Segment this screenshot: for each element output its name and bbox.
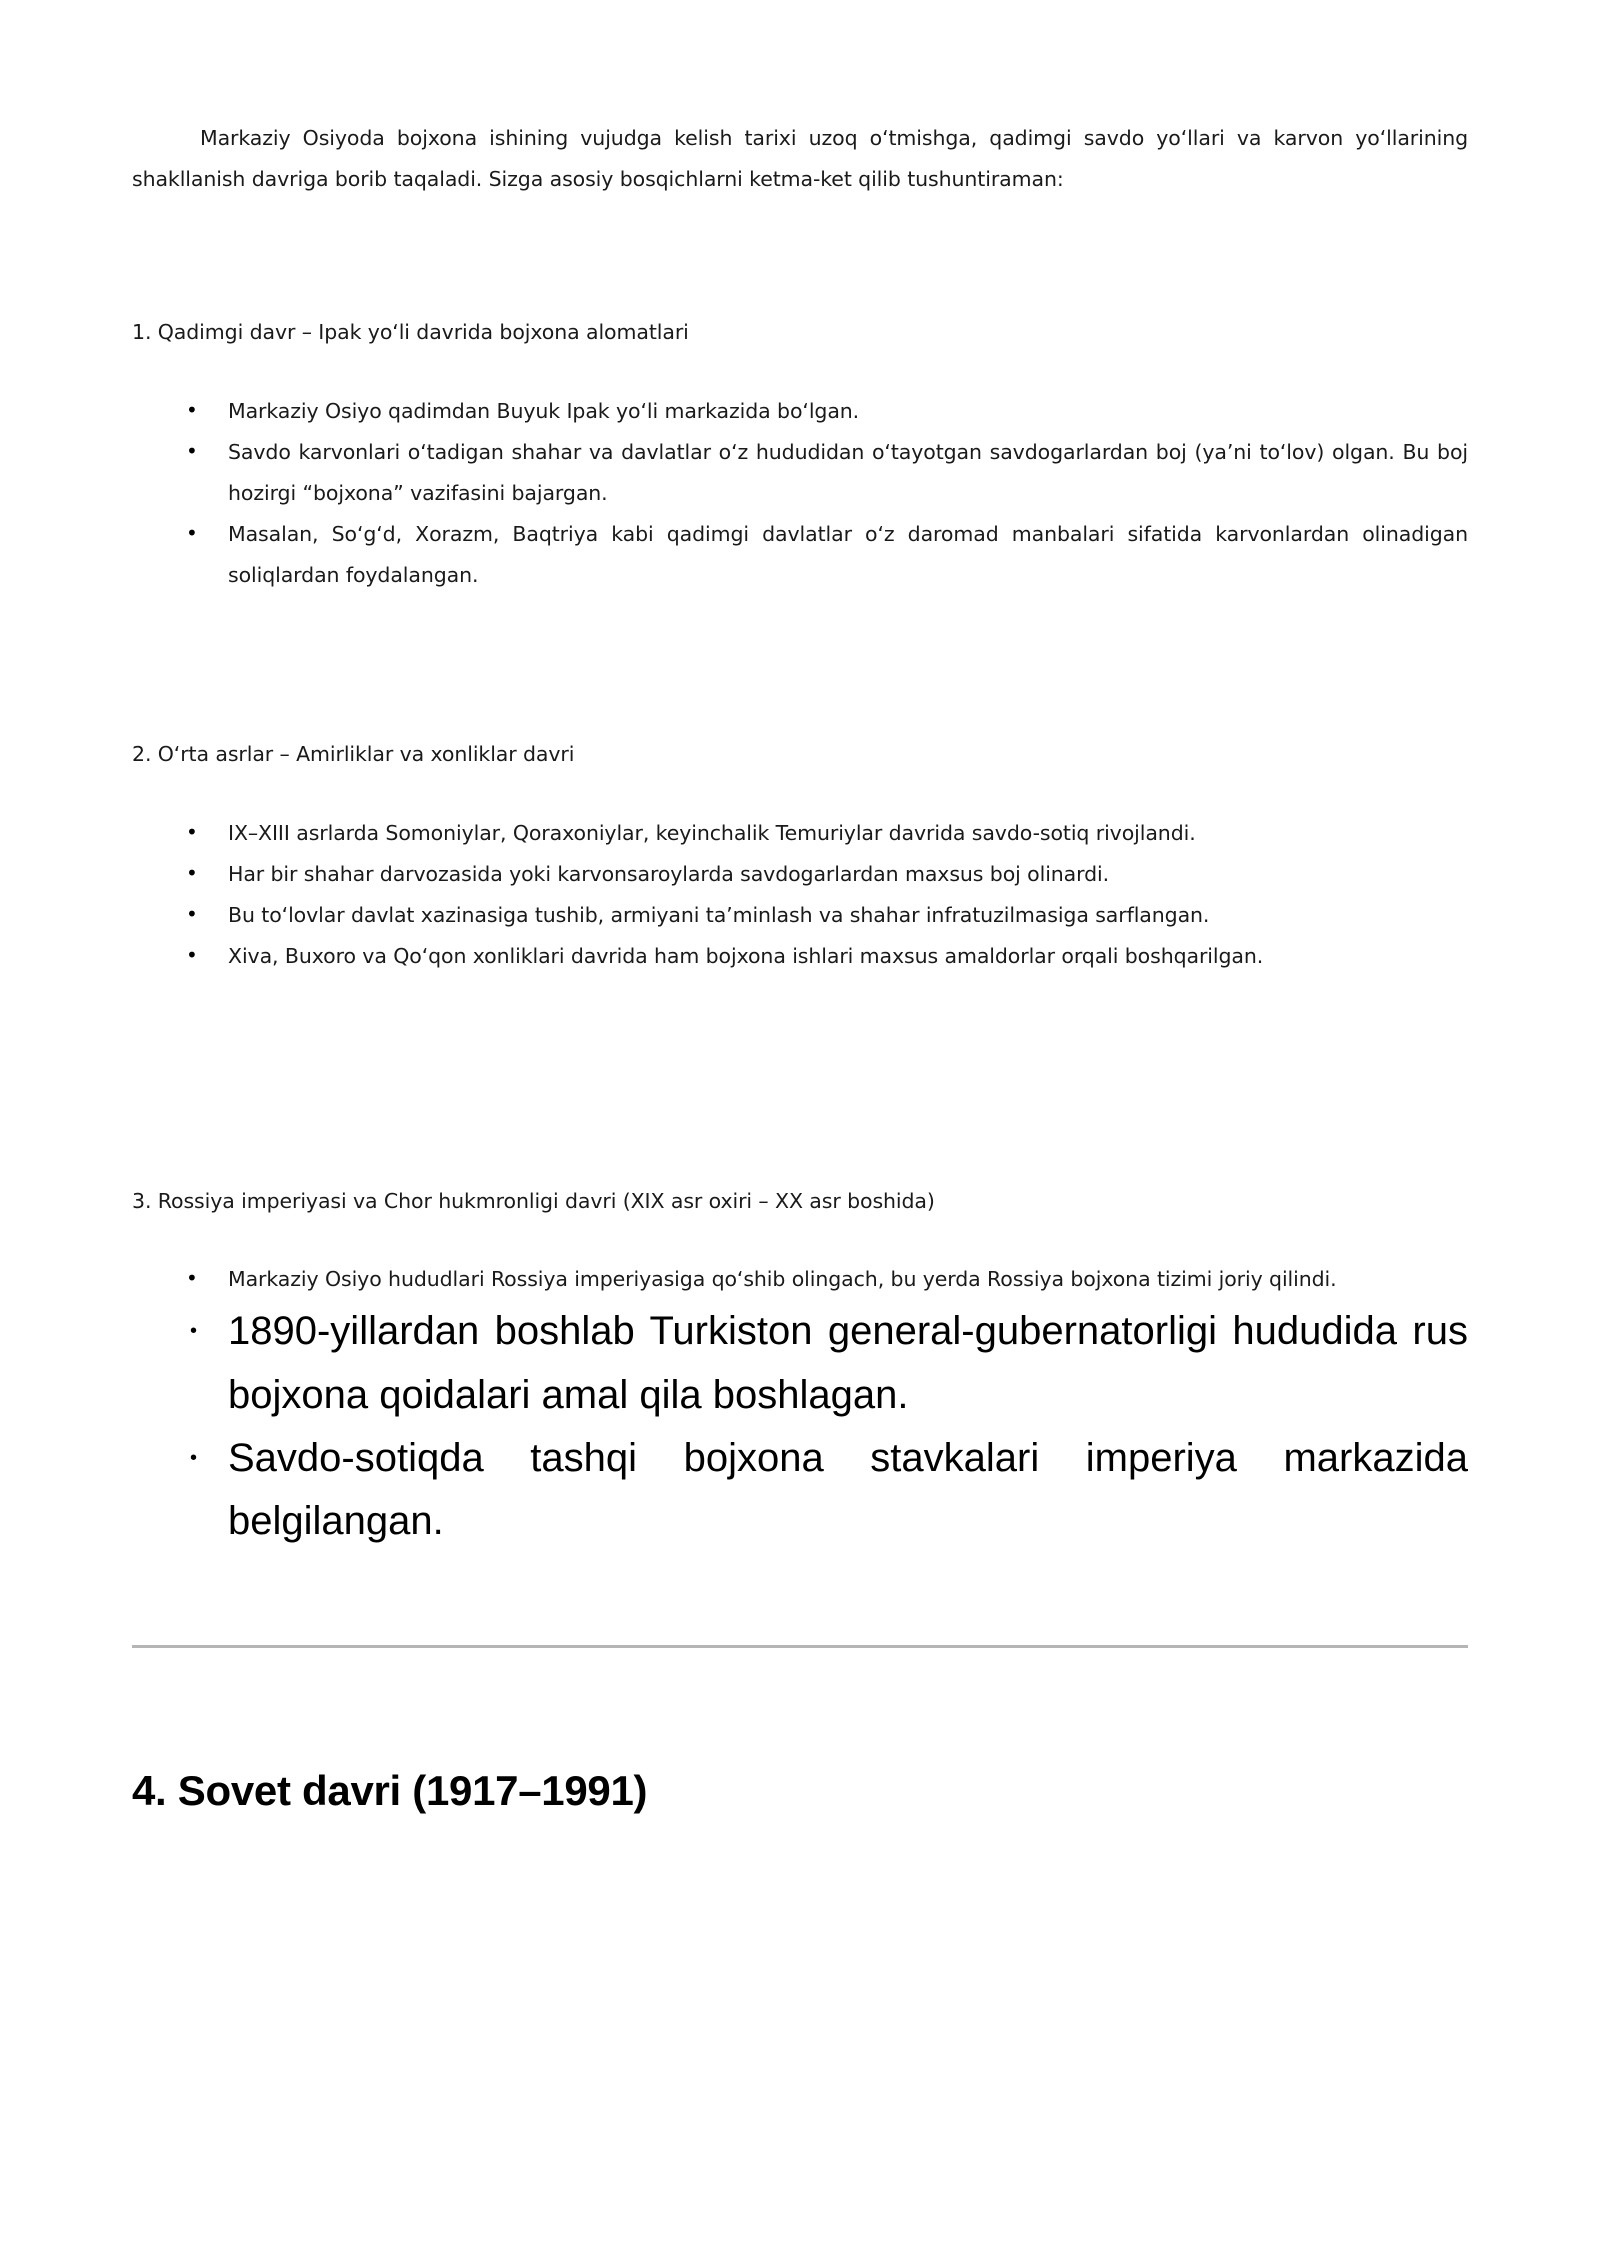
section-heading-2: 2. O‘rta asrlar – Amirliklar va xonliklar davri [132, 741, 575, 766]
spacer [132, 712, 1468, 738]
list-item: • Masalan, So‘g‘d, Xorazm, Baqtriya kabi qadimgi davlatlar o‘z daromad manbalari sifatida karvonlardan olinadigan soliqlardan foydalangan. [132, 514, 1468, 596]
section-heading-4: 4. Sovet davri (1917–1991) [132, 1767, 648, 1815]
section-3-large-bullet-list [132, 1300, 1468, 1553]
section-3-bullet-list [132, 1259, 1468, 1300]
intro-paragraph: Markaziy Osiyoda bojxona ishining vujudga kelish tarixi uzoq o‘tmishga, qadimgi savdo yo‘llari va karvon yo‘llarining shakllanish davriga borib taqaladi. Sizga asosiy bosqichlarni ketma-ket qilib tushuntiraman: [132, 126, 1468, 191]
spacer [132, 1093, 1468, 1185]
list-item: • Xiva, Buxoro va Qo‘qon xonliklari davrida ham bojxona ishlari maxsus amaldorlar orqali boshqarilgan. [132, 936, 1468, 977]
list-item: • Markaziy Osiyo qadimdan Buyuk Ipak yo‘li markazida bo‘lgan. [132, 391, 1468, 432]
list-item: • IX–XIII asrlarda Somoniylar, Qoraxoniylar, keyinchalik Temuriylar davrida savdo-sotiq rivojlandi. [132, 813, 1468, 854]
spacer [132, 771, 1468, 813]
spacer [132, 200, 1468, 316]
list-item: • Har bir shahar darvozasida yoki karvonsaroylarda savdogarlardan maxsus boj olinardi. [132, 854, 1468, 895]
spacer [132, 977, 1468, 1093]
list-item: • Bu to‘lovlar davlat xazinasiga tushib, armiyani ta’minlash va shahar infratuzilmasiga sarflangan. [132, 895, 1468, 936]
spacer [132, 1553, 1468, 1645]
spacer [132, 1648, 1468, 1764]
section-1-bullet-list [132, 391, 1468, 596]
spacer [132, 349, 1468, 391]
spacer [132, 596, 1468, 712]
section-heading-3: 3. Rossiya imperiyasi va Chor hukmronligi davri (XIX asr oxiri – XX asr boshida) [132, 1188, 935, 1213]
section-2-bullet-list [132, 813, 1468, 977]
section-heading-1: 1. Qadimgi davr – Ipak yo‘li davrida bojxona alomatlari [132, 320, 689, 344]
list-item: • Savdo karvonlari o‘tadigan shahar va davlatlar o‘z hududidan o‘tayotgan savdogarlardan boj (ya’ni to‘lov) olgan. Bu boj hozirgi “bojxona” vazifasini bajargan. [132, 432, 1468, 514]
spacer [132, 1217, 1468, 1259]
list-item: • Savdo-sotiqda tashqi bojxona stavkalari imperiya markazida belgilangan. [132, 1427, 1468, 1553]
list-item: • 1890-yillardan boshlab Turkiston general-gubernatorligi hududida rus bojxona qoidalari amal qila boshlagan. [132, 1300, 1468, 1426]
list-item: • Markaziy Osiyo hududlari Rossiya imperiyasiga qo‘shib olingach, bu yerda Rossiya bojxona tizimi joriy qilindi. [132, 1259, 1468, 1300]
